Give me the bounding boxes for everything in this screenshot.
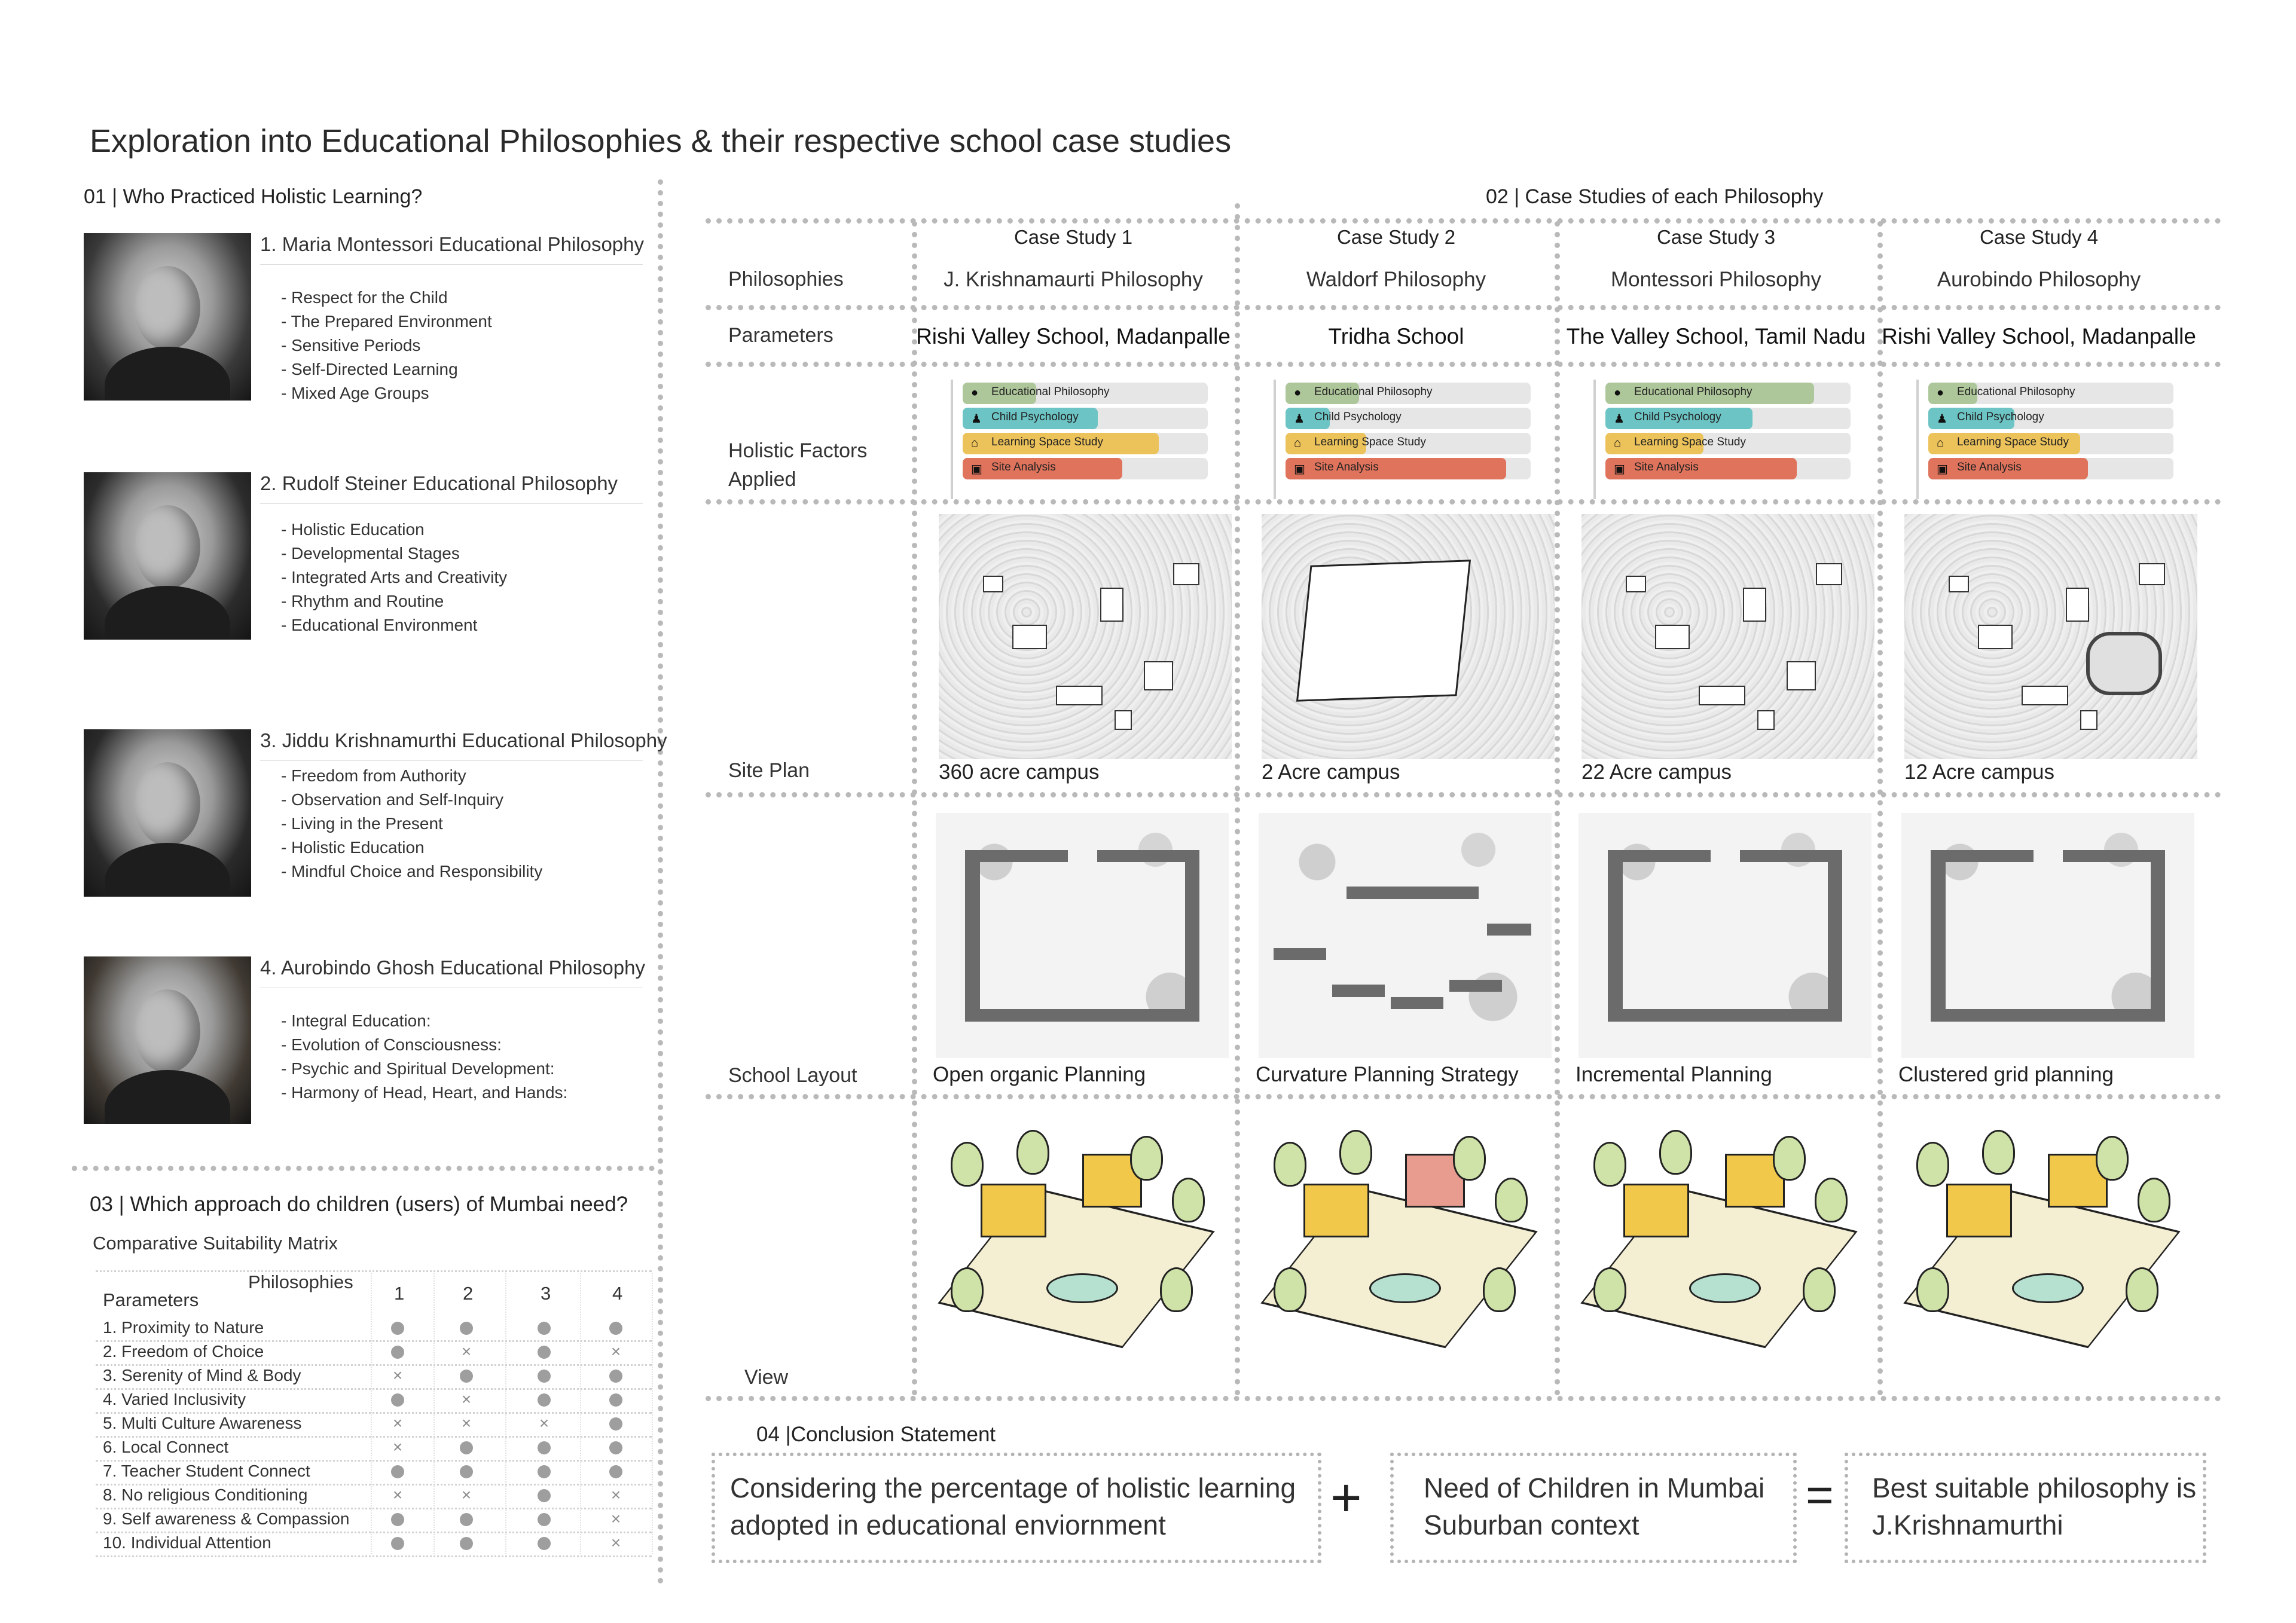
name-underline: [260, 760, 643, 761]
view-tree: [1339, 1130, 1372, 1175]
case-philosophy: Aurobindo Philosophy: [1937, 268, 2141, 291]
matrix-mark-x: ×: [610, 1509, 621, 1528]
matrix-mark-dot: [538, 1513, 551, 1526]
matrix-mark-dot: [391, 1393, 404, 1407]
site-building: [2080, 710, 2097, 730]
matrix-mark-x: ×: [610, 1486, 621, 1504]
layout-wall: [965, 1009, 1199, 1022]
school-layout-caption: Incremental Planning: [1576, 1063, 1772, 1086]
site-plan-caption: 360 acre campus: [939, 760, 1100, 784]
matrix-mark-dot: [460, 1513, 473, 1526]
matrix-col-line: [580, 1273, 581, 1554]
case-study-header: Case Study 4: [1979, 226, 2099, 248]
name-underline: [260, 264, 643, 265]
site-building: [1978, 625, 2013, 649]
layout-wall: [1185, 850, 1200, 1022]
matrix-mark-dot: [609, 1465, 622, 1478]
matrix-row-label: 5. Multi Culture Awareness: [103, 1414, 302, 1432]
view-pond: [1046, 1273, 1118, 1303]
factor-icon: ♟: [1614, 412, 1625, 426]
philosophy-point: - Holistic Education: [281, 520, 425, 539]
view-tree: [1815, 1178, 1848, 1222]
conclusion-box-2: [1390, 1453, 1797, 1563]
view-building: [1623, 1184, 1689, 1237]
row-label-holistic: Holistic Factors Applied: [728, 439, 868, 491]
factor-icon: ⌂: [971, 436, 979, 450]
site-building: [1012, 625, 1048, 649]
matrix-col-line: [652, 1273, 653, 1554]
site-building: [2139, 563, 2165, 585]
matrix-row-line: [96, 1555, 652, 1557]
factor-icon: ⌂: [1294, 436, 1302, 450]
philosophy-point: - Self-Directed Learning: [281, 360, 458, 378]
col-separator: [1555, 221, 1560, 1396]
layout-wall: [1391, 997, 1443, 1010]
layout-wall: [1931, 850, 1946, 1022]
site-building: [1816, 563, 1842, 585]
view-tree: [951, 1267, 984, 1312]
philosophy-point: - Rhythm and Routine: [281, 592, 444, 610]
matrix-mark-dot: [391, 1537, 404, 1550]
factor-icon: ●: [1937, 386, 1944, 399]
col-separator: [912, 221, 917, 1396]
view-tree: [1016, 1130, 1049, 1175]
matrix-mark-dot: [460, 1370, 473, 1383]
factor-icon: ▣: [1614, 463, 1625, 476]
layout-wall: [1487, 924, 1531, 936]
holistic-factor-bars: [1593, 380, 1851, 499]
site-plan-image: [1904, 514, 2197, 759]
factor-icon: ♟: [1937, 412, 1947, 426]
section4-heading: 04 |Conclusion Statement: [756, 1423, 996, 1446]
factor-rule: [951, 380, 953, 499]
matrix-mark-dot: [609, 1417, 622, 1431]
layout-wall: [965, 850, 980, 1022]
factor-label: Child Psychology: [991, 411, 1079, 423]
factor-label: Site Analysis: [991, 461, 1056, 473]
factor-label: Educational Philosophy: [1314, 386, 1433, 398]
matrix-row-label: 2. Freedom of Choice: [103, 1342, 264, 1361]
philosophy-point: - Evolution of Consciousness:: [281, 1035, 502, 1054]
factor-bar-track: [1286, 383, 1531, 404]
matrix-row-label: 1. Proximity to Nature: [103, 1318, 264, 1337]
portrait-shoulders: [105, 1070, 230, 1124]
philosophy-point: - Mindful Choice and Responsibility: [281, 862, 543, 881]
matrix-mark-dot: [460, 1441, 473, 1454]
factor-bar-track: [1928, 433, 2173, 454]
view-tree: [2138, 1178, 2170, 1222]
philosophy-point: - Mixed Age Groups: [281, 384, 429, 402]
site-building: [983, 576, 1003, 593]
row-separator: [706, 218, 2221, 224]
matrix-col-number: 4: [612, 1283, 623, 1304]
factor-icon: ●: [971, 386, 979, 399]
matrix-mark-dot: [391, 1465, 404, 1478]
case-school-name: The Valley School, Tamil Nadu: [1566, 324, 1866, 349]
matrix-col-header: Philosophies: [248, 1271, 353, 1292]
site-building: [1100, 588, 1123, 622]
philosopher-name: 3. Jiddu Krishnamurthi Educational Philosophy: [260, 729, 667, 751]
factor-label: Child Psychology: [1957, 411, 2044, 423]
factor-bar-track: [963, 433, 1208, 454]
matrix-mark-dot: [538, 1370, 551, 1383]
view-building: [981, 1184, 1046, 1237]
case-school-name: Rishi Valley School, Madanpalle: [1882, 324, 2196, 349]
matrix-mark-dot: [538, 1537, 551, 1550]
factor-icon: ♟: [971, 412, 982, 426]
case-study-header: Case Study 1: [1013, 226, 1133, 248]
view-tree: [2126, 1267, 2158, 1312]
conclusion-box-3: [1845, 1453, 2206, 1563]
conclusion-text-2: Need of Children in Mumbai Suburban context: [1424, 1472, 1765, 1541]
site-building: [1949, 576, 1969, 593]
site-building: [2022, 686, 2068, 705]
view-pond: [2012, 1273, 2084, 1303]
factor-label: Child Psychology: [1314, 411, 1402, 423]
conclusion-box-1: [712, 1453, 1321, 1563]
site-plan-caption: 22 Acre campus: [1581, 760, 1732, 784]
name-underline: [260, 503, 643, 504]
case-study-header: Case Study 3: [1656, 226, 1776, 248]
site-plan-caption: 12 Acre campus: [1904, 760, 2054, 784]
matrix-mark-dot: [391, 1322, 404, 1335]
conclusion-text-1: Considering the percentage of holistic learning adopted in educational enviornment: [730, 1472, 1296, 1541]
view-tree: [1172, 1178, 1205, 1222]
philosophy-point: - Respect for the Child: [281, 288, 448, 307]
portrait-photo: [84, 233, 251, 401]
site-plan-image: [939, 514, 1232, 759]
site-building: [1144, 661, 1173, 690]
isometric-view-illustration: [1576, 1118, 1868, 1375]
layout-wall: [1828, 850, 1843, 1022]
section1-heading: 01 | Who Practiced Holistic Learning?: [84, 185, 423, 208]
matrix-mark-dot: [609, 1441, 622, 1454]
factor-icon: ⌂: [1614, 436, 1622, 450]
row-separator: [706, 1094, 2221, 1099]
matrix-mark-x: ×: [461, 1414, 472, 1432]
matrix-mark-dot: [538, 1441, 551, 1454]
matrix-rule: [96, 1270, 652, 1272]
view-tree: [1659, 1130, 1692, 1175]
factor-bar-track: [1928, 383, 2173, 404]
matrix-col-line: [505, 1273, 506, 1554]
portrait-photo: [84, 472, 251, 640]
site-building: [1626, 576, 1646, 593]
view-tree: [1160, 1267, 1193, 1312]
row-separator: [706, 305, 2221, 310]
view-pond: [1689, 1273, 1761, 1303]
case-philosophy: J. Krishnamaurti Philosophy: [944, 268, 1203, 291]
portrait-face: [135, 505, 200, 589]
view-tree: [1803, 1267, 1836, 1312]
philosopher-name: 1. Maria Montessori Educational Philosophy: [260, 233, 645, 255]
factor-icon: ▣: [1937, 463, 1948, 476]
matrix-mark-dot: [538, 1489, 551, 1502]
site-building: [1056, 686, 1103, 705]
factor-rule: [1274, 380, 1276, 499]
matrix-row-label: 6. Local Connect: [103, 1438, 229, 1456]
school-layout-image: [1259, 813, 1552, 1058]
view-tree: [1274, 1267, 1306, 1312]
portrait-face: [135, 989, 200, 1073]
site-building-outline: [1296, 560, 1471, 701]
isometric-view-illustration: [1898, 1118, 2191, 1375]
matrix-mark-dot: [538, 1322, 551, 1335]
factor-bar-track: [1605, 408, 1851, 429]
portrait-shoulders: [105, 843, 230, 897]
section3-separator: [72, 1166, 655, 1171]
site-building: [1699, 686, 1745, 705]
factor-label: Learning Space Study: [1957, 436, 2069, 448]
view-building: [1946, 1184, 2012, 1237]
factor-icon: ▣: [971, 463, 982, 476]
view-tree: [1593, 1142, 1626, 1187]
portrait-photo: [84, 729, 251, 897]
factor-icon: ●: [1294, 386, 1302, 399]
matrix-mark-x: ×: [392, 1486, 403, 1504]
sports-track: [2086, 632, 2162, 696]
case-philosophy: Waldorf Philosophy: [1306, 268, 1486, 291]
factor-icon: ●: [1614, 386, 1622, 399]
factor-bar-track: [1605, 433, 1851, 454]
matrix-mark-dot: [538, 1465, 551, 1478]
school-layout-caption: Clustered grid planning: [1898, 1063, 2114, 1086]
factor-label: Site Analysis: [1634, 461, 1699, 473]
row-separator: [706, 499, 2221, 505]
matrix-row-label: 8. No religious Conditioning: [103, 1486, 308, 1504]
case-school-name: Rishi Valley School, Madanpalle: [916, 324, 1231, 349]
section-divider: [658, 179, 663, 1584]
matrix-mark-x: ×: [461, 1342, 472, 1361]
view-tree: [1483, 1267, 1516, 1312]
philosophy-point: - Developmental Stages: [281, 544, 460, 563]
view-tree: [1916, 1142, 1949, 1187]
philosophy-point: - Integral Education:: [281, 1011, 431, 1030]
layout-wall: [1332, 985, 1385, 997]
site-building: [1757, 710, 1775, 730]
conclusion-text-3: Best suitable philosophy is J.Krishnamurthi: [1872, 1472, 2197, 1541]
case-school-name: Tridha School: [1328, 324, 1464, 349]
view-tree: [1495, 1178, 1528, 1222]
factor-bar-track: [963, 408, 1208, 429]
view-tree: [1130, 1136, 1163, 1181]
site-plan-caption: 2 Acre campus: [1262, 760, 1400, 784]
matrix-row-label: 4. Varied Inclusivity: [103, 1390, 246, 1408]
matrix-mark-x: ×: [461, 1486, 472, 1504]
view-tree: [1916, 1267, 1949, 1312]
factor-icon: ♟: [1294, 412, 1305, 426]
col-separator: [1235, 203, 1240, 1396]
philosophy-point: - Educational Environment: [281, 616, 478, 634]
equals-operator: =: [1806, 1468, 1834, 1521]
view-pond: [1369, 1273, 1441, 1303]
layout-wall: [965, 850, 1068, 863]
factor-icon: ⌂: [1937, 436, 1944, 450]
factor-icon: ▣: [1294, 463, 1305, 476]
factor-label: Child Psychology: [1634, 411, 1721, 423]
matrix-mark-dot: [538, 1346, 551, 1359]
layout-wall: [1347, 887, 1479, 899]
matrix-mark-dot: [538, 1393, 551, 1407]
layout-wall: [1931, 1009, 2165, 1022]
factor-label: Educational Philosophy: [991, 386, 1110, 398]
factor-label: Learning Space Study: [1314, 436, 1426, 448]
philosophy-point: - Living in the Present: [281, 814, 443, 833]
school-layout-image: [1901, 813, 2194, 1058]
matrix-row-label: 7. Teacher Student Connect: [103, 1462, 310, 1480]
row-separator: [706, 362, 2221, 367]
site-building: [1743, 588, 1766, 622]
philosophy-point: - The Prepared Environment: [281, 312, 492, 331]
matrix-mark-x: ×: [392, 1366, 403, 1384]
philosophy-point: - Integrated Arts and Creativity: [281, 568, 508, 586]
matrix-mark-dot: [460, 1537, 473, 1550]
factor-bar-track: [1286, 408, 1531, 429]
row-label-site-plan: Site Plan: [728, 759, 810, 782]
matrix-mark-x: ×: [610, 1342, 621, 1361]
site-building: [1655, 625, 1690, 649]
site-building: [1173, 563, 1199, 585]
philosophy-point: - Freedom from Authority: [281, 766, 466, 785]
layout-wall: [2151, 850, 2166, 1022]
case-philosophy: Montessori Philosophy: [1610, 268, 1822, 291]
factor-bar-track: [1928, 408, 2173, 429]
layout-wall: [1608, 1009, 1842, 1022]
site-building: [1787, 661, 1816, 690]
site-plan-image: [1262, 514, 1555, 759]
philosopher-name: 4. Aurobindo Ghosh Educational Philosophy: [260, 956, 645, 979]
school-layout-image: [936, 813, 1229, 1058]
isometric-view-illustration: [1256, 1118, 1549, 1375]
factor-label: Learning Space Study: [1634, 436, 1746, 448]
philosopher-name: 2. Rudolf Steiner Educational Philosophy: [260, 472, 618, 494]
holistic-factor-bars: [951, 380, 1208, 499]
plus-operator: +: [1330, 1468, 1362, 1528]
layout-wall: [1274, 948, 1326, 961]
philosophy-point: - Sensitive Periods: [281, 336, 421, 354]
layout-wall: [2063, 850, 2166, 863]
matrix-mark-x: ×: [539, 1414, 549, 1432]
row-label-view: View: [744, 1366, 789, 1389]
matrix-mark-dot: [609, 1393, 622, 1407]
factor-bar-track: [963, 458, 1208, 479]
view-tree: [1274, 1142, 1306, 1187]
isometric-view-illustration: [933, 1118, 1226, 1375]
matrix-col-number: 1: [394, 1283, 405, 1304]
holistic-factor-bars: [1274, 380, 1531, 499]
matrix-mark-x: ×: [392, 1414, 403, 1432]
view-tree: [2096, 1136, 2129, 1181]
factor-label: Educational Philosophy: [1634, 386, 1752, 398]
philosophy-point: - Psychic and Spiritual Development:: [281, 1059, 555, 1078]
school-layout-caption: Curvature Planning Strategy: [1256, 1063, 1519, 1086]
matrix-col-number: 2: [463, 1283, 474, 1304]
factor-bar-track: [1605, 458, 1851, 479]
matrix-mark-dot: [391, 1346, 404, 1359]
portrait-shoulders: [105, 347, 230, 401]
section3-heading: 03 | Which approach do children (users) of Mumbai need?: [90, 1193, 628, 1216]
factor-label: Learning Space Study: [991, 436, 1103, 448]
view-tree: [1453, 1136, 1486, 1181]
matrix-col-number: 3: [541, 1283, 551, 1304]
matrix-mark-dot: [460, 1322, 473, 1335]
factor-bar-track: [1605, 383, 1851, 404]
portrait-shoulders: [105, 586, 230, 640]
factor-rule: [1916, 380, 1919, 499]
philosophy-point: - Holistic Education: [281, 838, 425, 857]
factor-rule: [1593, 380, 1596, 499]
site-building: [1115, 710, 1132, 730]
row-label-parameters: Parameters: [728, 324, 833, 347]
matrix-mark-x: ×: [392, 1438, 403, 1456]
matrix-row-label: 10. Individual Attention: [103, 1533, 271, 1552]
matrix-mark-dot: [460, 1465, 473, 1478]
view-tree: [1982, 1130, 2015, 1175]
row-separator: [706, 792, 2221, 797]
factor-label: Educational Philosophy: [1957, 386, 2075, 398]
row-label-school-layout: School Layout: [728, 1064, 857, 1087]
site-building: [2066, 588, 2089, 622]
layout-wall: [1740, 850, 1843, 863]
philosophy-point: - Observation and Self-Inquiry: [281, 790, 503, 809]
factor-bar-track: [1286, 458, 1531, 479]
holistic-factor-bars: [1916, 380, 2173, 499]
view-tree: [1773, 1136, 1806, 1181]
matrix-subheading: Comparative Suitability Matrix: [93, 1233, 338, 1254]
factor-bar-track: [1928, 458, 2173, 479]
portrait-face: [135, 762, 200, 846]
factor-bar-track: [1286, 433, 1531, 454]
matrix-mark-dot: [609, 1370, 622, 1383]
layout-wall: [1608, 850, 1623, 1022]
layout-wall: [1608, 850, 1711, 863]
case-study-header: Case Study 2: [1336, 226, 1456, 248]
view-tree: [1593, 1267, 1626, 1312]
site-plan-image: [1581, 514, 1874, 759]
row-separator: [706, 1396, 2221, 1401]
matrix-col-line: [371, 1273, 372, 1554]
layout-wall: [1931, 850, 2034, 863]
row-label-philosophies: Philosophies: [728, 268, 844, 291]
view-building: [1303, 1184, 1369, 1237]
factor-label: Site Analysis: [1957, 461, 2022, 473]
school-layout-image: [1578, 813, 1871, 1058]
matrix-mark-x: ×: [610, 1533, 621, 1552]
portrait-face: [135, 266, 200, 350]
view-tree: [951, 1142, 984, 1187]
factor-bar-track: [963, 383, 1208, 404]
matrix-mark-x: ×: [461, 1390, 472, 1408]
col-separator: [1877, 221, 1883, 1396]
layout-wall: [1097, 850, 1200, 863]
school-layout-caption: Open organic Planning: [933, 1063, 1146, 1086]
matrix-mark-dot: [609, 1322, 622, 1335]
portrait-photo: [84, 956, 251, 1124]
matrix-row-header: Parameters: [103, 1289, 199, 1310]
matrix-row-label: 3. Serenity of Mind & Body: [103, 1366, 301, 1384]
philosophy-point: - Harmony of Head, Heart, and Hands:: [281, 1083, 568, 1102]
matrix-col-line: [433, 1273, 435, 1554]
section2-heading: 02 | Case Studies of each Philosophy: [1486, 185, 1824, 208]
factor-label: Site Analysis: [1314, 461, 1379, 473]
matrix-mark-dot: [391, 1513, 404, 1526]
matrix-row-label: 9. Self awareness & Compassion: [103, 1509, 350, 1528]
layout-wall: [1449, 980, 1502, 992]
page-title: Exploration into Educational Philosophies & their respective school case studies: [90, 123, 1232, 159]
